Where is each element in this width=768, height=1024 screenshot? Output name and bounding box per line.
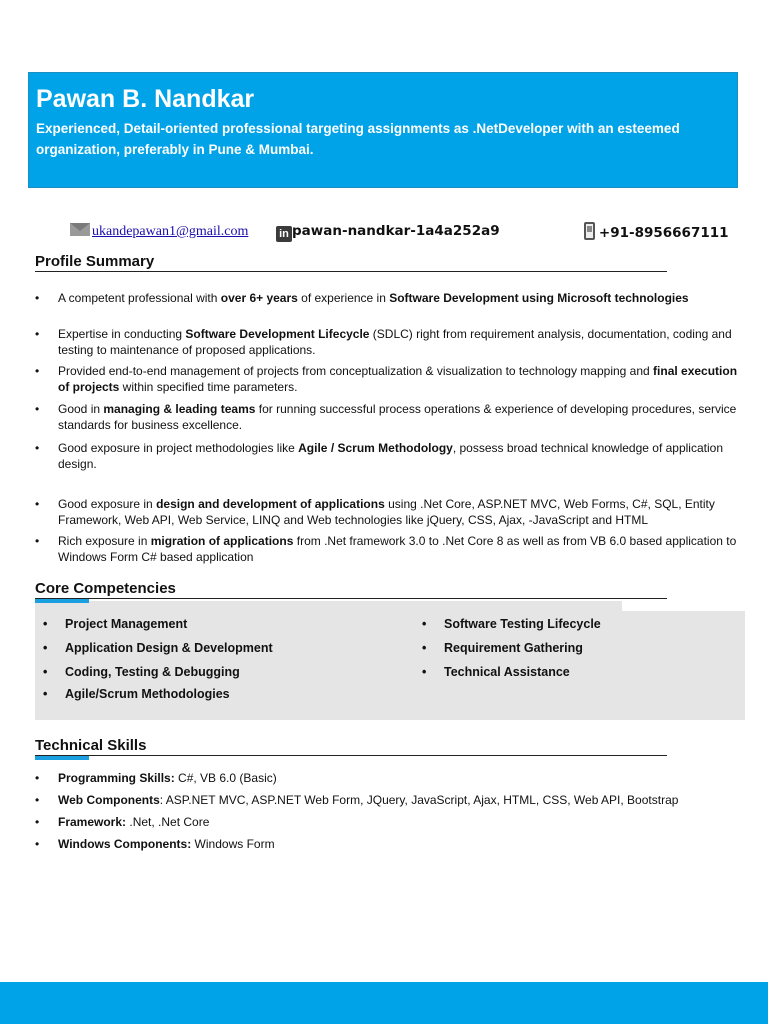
list-item: • Web Components: ASP.NET MVC, ASP.NET Web Form, JQuery, JavaScript, Ajax, HTML, CSS, Web API, Bootstrap [35, 792, 740, 808]
competency-item: • Application Design & Development [35, 641, 273, 655]
competency-item: • Technical Assistance [414, 665, 570, 679]
competency-item: • Project Management [35, 617, 187, 631]
contact-linkedin [276, 222, 500, 246]
section-rule [35, 271, 667, 272]
mail-icon [70, 223, 90, 236]
list-item: • Good in managing & leading teams for running successful process operations & experience of developing procedures, service standards for business excellence. [35, 401, 740, 433]
box-notch [622, 601, 745, 611]
list-item: • Provided end-to-end management of projects from conceptualization & visualization to technology mapping and final execution of projects within specified time parameters. [35, 363, 740, 395]
list-item: • Rich exposure in migration of applications from .Net framework 3.0 to .Net Core 8 as well as from VB 6.0 based application to Windows Form C# based application [35, 533, 740, 565]
competencies-box [35, 601, 745, 720]
competency-item: • Requirement Gathering [414, 641, 583, 655]
candidate-name: Pawan B. Nandkar [36, 85, 255, 113]
section-title: Profile Summary [35, 253, 155, 270]
section-rule [35, 598, 667, 599]
linkedin-icon: in [276, 226, 292, 242]
section-title: Core Competencies [35, 580, 176, 597]
list-item: • Programming Skills: C#, VB 6.0 (Basic) [35, 770, 740, 786]
candidate-tagline: Experienced, Detail-oriented professional targeting assignments as .NetDeveloper with an esteemed organization, preferably in Pune & Mumbai. [36, 121, 680, 157]
footer-bar [0, 982, 768, 1024]
technical-skills-heading [35, 737, 667, 757]
competency-item: • Agile/Scrum Methodologies [35, 687, 230, 701]
contact-phone [584, 222, 729, 246]
linkedin-handle: pawan-nandkar-1a4a252a9 [292, 223, 500, 239]
header-banner [28, 72, 738, 188]
list-item: • Windows Components: Windows Form [35, 836, 740, 852]
list-item: • Framework: .Net, .Net Core [35, 814, 740, 830]
section-accent [35, 599, 89, 603]
core-competencies-heading [35, 580, 667, 600]
contact-email [70, 222, 248, 246]
list-item: • A competent professional with over 6+ years of experience in Software Development using Microsoft technologies [35, 290, 740, 306]
competency-item: • Coding, Testing & Debugging [35, 665, 240, 679]
email-link[interactable]: ukandepawan1@gmail.com [92, 224, 249, 239]
section-title: Technical Skills [35, 737, 147, 754]
phone-number: +91-8956667111 [598, 225, 729, 241]
section-rule [35, 755, 667, 756]
list-item: • Expertise in conducting Software Development Lifecycle (SDLC) right from requirement analysis, documentation, coding and testing to maintenance of proposed applications. [35, 326, 740, 358]
section-accent [35, 756, 89, 760]
profile-summary-heading [35, 253, 667, 273]
list-item: • Good exposure in project methodologies like Agile / Scrum Methodology, possess broad technical knowledge of application design. [35, 440, 740, 472]
list-item: • Good exposure in design and development of applications using .Net Core, ASP.NET MVC, Web Forms, C#, SQL, Entity Framework, Web API, Web Service, LINQ and Web technologies like jQuery, CSS, Ajax, -JavaScript and HTML [35, 496, 740, 528]
competency-item: • Software Testing Lifecycle [414, 617, 601, 631]
phone-icon [584, 222, 595, 240]
